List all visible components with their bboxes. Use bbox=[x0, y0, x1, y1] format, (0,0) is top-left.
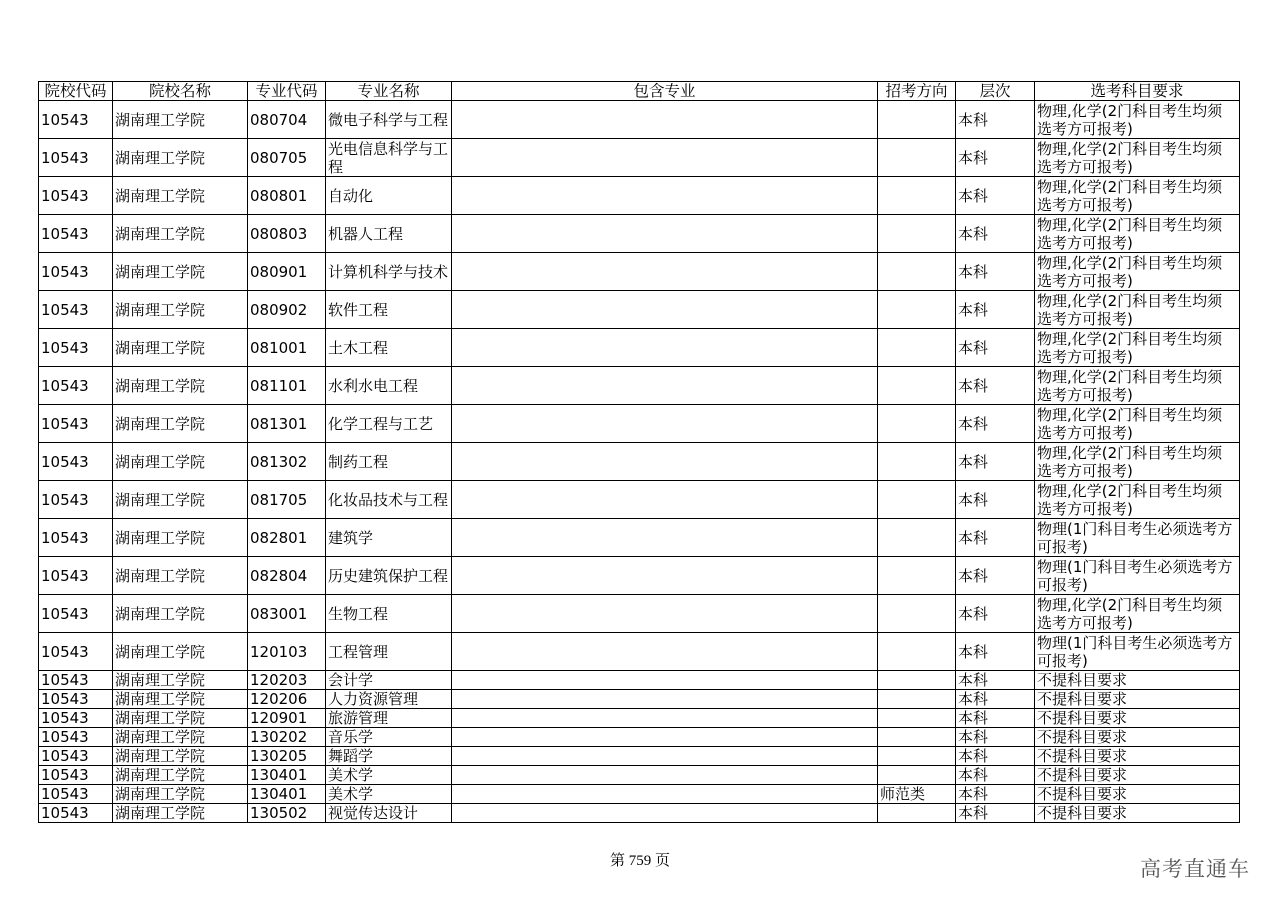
table-row bbox=[39, 481, 1240, 519]
cell-direction bbox=[878, 177, 956, 215]
cell-major-name: 工程管理 bbox=[326, 633, 452, 671]
cell-school-name: 湖南理工学院 bbox=[113, 633, 248, 671]
cell-level: 本科 bbox=[956, 139, 1035, 177]
table-row bbox=[39, 690, 1240, 709]
cell-school-name: 湖南理工学院 bbox=[113, 766, 248, 785]
cell-school-name: 湖南理工学院 bbox=[113, 329, 248, 367]
cell-subject-requirement: 物理(1门科目考生必须选考方可报考) bbox=[1035, 633, 1240, 671]
cell-school-code: 10543 bbox=[39, 766, 113, 785]
table-row bbox=[39, 785, 1240, 804]
cell-major-name: 机器人工程 bbox=[326, 215, 452, 253]
table-row bbox=[39, 443, 1240, 481]
cell-level: 本科 bbox=[956, 633, 1035, 671]
cell-included-majors bbox=[452, 291, 878, 329]
cell-school-name: 湖南理工学院 bbox=[113, 101, 248, 139]
cell-major-code: 080902 bbox=[248, 291, 326, 329]
cell-major-name: 土木工程 bbox=[326, 329, 452, 367]
cell-school-name: 湖南理工学院 bbox=[113, 595, 248, 633]
cell-level: 本科 bbox=[956, 785, 1035, 804]
cell-included-majors bbox=[452, 804, 878, 823]
cell-school-code: 10543 bbox=[39, 443, 113, 481]
cell-school-code: 10543 bbox=[39, 747, 113, 766]
cell-subject-requirement: 物理,化学(2门科目考生均须选考方可报考) bbox=[1035, 443, 1240, 481]
cell-direction bbox=[878, 367, 956, 405]
table-row bbox=[39, 101, 1240, 139]
cell-included-majors bbox=[452, 215, 878, 253]
cell-school-name: 湖南理工学院 bbox=[113, 671, 248, 690]
cell-major-name: 微电子科学与工程 bbox=[326, 101, 452, 139]
cell-subject-requirement: 物理(1门科目考生必须选考方可报考) bbox=[1035, 557, 1240, 595]
cell-school-name: 湖南理工学院 bbox=[113, 139, 248, 177]
cell-major-name: 人力资源管理 bbox=[326, 690, 452, 709]
cell-subject-requirement: 物理,化学(2门科目考生均须选考方可报考) bbox=[1035, 329, 1240, 367]
cell-major-code: 081301 bbox=[248, 405, 326, 443]
cell-level: 本科 bbox=[956, 367, 1035, 405]
table-row bbox=[39, 766, 1240, 785]
table-row bbox=[39, 804, 1240, 823]
cell-level: 本科 bbox=[956, 709, 1035, 728]
cell-level: 本科 bbox=[956, 595, 1035, 633]
cell-school-name: 湖南理工学院 bbox=[113, 709, 248, 728]
cell-level: 本科 bbox=[956, 443, 1035, 481]
cell-school-name: 湖南理工学院 bbox=[113, 405, 248, 443]
cell-school-name: 湖南理工学院 bbox=[113, 367, 248, 405]
cell-major-code: 082801 bbox=[248, 519, 326, 557]
cell-major-code: 080704 bbox=[248, 101, 326, 139]
cell-school-code: 10543 bbox=[39, 728, 113, 747]
cell-school-code: 10543 bbox=[39, 804, 113, 823]
cell-school-name: 湖南理工学院 bbox=[113, 557, 248, 595]
cell-major-name: 会计学 bbox=[326, 671, 452, 690]
cell-subject-requirement: 不提科目要求 bbox=[1035, 747, 1240, 766]
cell-major-code: 120203 bbox=[248, 671, 326, 690]
cell-included-majors bbox=[452, 785, 878, 804]
cell-major-name: 软件工程 bbox=[326, 291, 452, 329]
cell-school-code: 10543 bbox=[39, 595, 113, 633]
cell-subject-requirement: 物理,化学(2门科目考生均须选考方可报考) bbox=[1035, 101, 1240, 139]
header-major-code: 专业代码 bbox=[248, 82, 326, 101]
cell-direction bbox=[878, 690, 956, 709]
cell-major-name: 化学工程与工艺 bbox=[326, 405, 452, 443]
cell-subject-requirement: 不提科目要求 bbox=[1035, 728, 1240, 747]
header-row bbox=[39, 82, 1240, 101]
cell-direction bbox=[878, 595, 956, 633]
cell-included-majors bbox=[452, 253, 878, 291]
cell-school-code: 10543 bbox=[39, 215, 113, 253]
table-row bbox=[39, 367, 1240, 405]
cell-major-name: 自动化 bbox=[326, 177, 452, 215]
cell-school-name: 湖南理工学院 bbox=[113, 215, 248, 253]
cell-major-name: 制药工程 bbox=[326, 443, 452, 481]
cell-major-code: 130202 bbox=[248, 728, 326, 747]
header-school-name: 院校名称 bbox=[113, 82, 248, 101]
cell-school-name: 湖南理工学院 bbox=[113, 253, 248, 291]
table-row bbox=[39, 633, 1240, 671]
table-row bbox=[39, 177, 1240, 215]
cell-level: 本科 bbox=[956, 177, 1035, 215]
cell-school-name: 湖南理工学院 bbox=[113, 804, 248, 823]
cell-included-majors bbox=[452, 690, 878, 709]
cell-school-code: 10543 bbox=[39, 481, 113, 519]
cell-school-name: 湖南理工学院 bbox=[113, 519, 248, 557]
cell-major-name: 水利水电工程 bbox=[326, 367, 452, 405]
cell-included-majors bbox=[452, 595, 878, 633]
cell-subject-requirement: 物理,化学(2门科目考生均须选考方可报考) bbox=[1035, 291, 1240, 329]
cell-subject-requirement: 物理(1门科目考生必须选考方可报考) bbox=[1035, 519, 1240, 557]
cell-school-code: 10543 bbox=[39, 405, 113, 443]
cell-direction bbox=[878, 139, 956, 177]
cell-school-name: 湖南理工学院 bbox=[113, 728, 248, 747]
cell-level: 本科 bbox=[956, 747, 1035, 766]
cell-subject-requirement: 不提科目要求 bbox=[1035, 785, 1240, 804]
table-row bbox=[39, 671, 1240, 690]
cell-direction bbox=[878, 443, 956, 481]
cell-subject-requirement: 不提科目要求 bbox=[1035, 804, 1240, 823]
cell-subject-requirement: 不提科目要求 bbox=[1035, 766, 1240, 785]
table-row bbox=[39, 329, 1240, 367]
table-row bbox=[39, 728, 1240, 747]
cell-subject-requirement: 不提科目要求 bbox=[1035, 690, 1240, 709]
header-included-majors: 包含专业 bbox=[452, 82, 878, 101]
cell-subject-requirement: 物理,化学(2门科目考生均须选考方可报考) bbox=[1035, 405, 1240, 443]
cell-level: 本科 bbox=[956, 253, 1035, 291]
cell-major-code: 081705 bbox=[248, 481, 326, 519]
cell-included-majors bbox=[452, 443, 878, 481]
cell-major-name: 美术学 bbox=[326, 766, 452, 785]
cell-included-majors bbox=[452, 766, 878, 785]
cell-school-code: 10543 bbox=[39, 139, 113, 177]
cell-subject-requirement: 物理,化学(2门科目考生均须选考方可报考) bbox=[1035, 177, 1240, 215]
cell-school-code: 10543 bbox=[39, 519, 113, 557]
cell-major-code: 130205 bbox=[248, 747, 326, 766]
cell-major-name: 舞蹈学 bbox=[326, 747, 452, 766]
table-row bbox=[39, 291, 1240, 329]
cell-included-majors bbox=[452, 633, 878, 671]
table-row bbox=[39, 519, 1240, 557]
cell-level: 本科 bbox=[956, 728, 1035, 747]
table-row bbox=[39, 253, 1240, 291]
table-row bbox=[39, 139, 1240, 177]
cell-direction bbox=[878, 747, 956, 766]
cell-direction bbox=[878, 329, 956, 367]
cell-school-code: 10543 bbox=[39, 291, 113, 329]
cell-included-majors bbox=[452, 139, 878, 177]
cell-direction bbox=[878, 804, 956, 823]
cell-subject-requirement: 物理,化学(2门科目考生均须选考方可报考) bbox=[1035, 215, 1240, 253]
cell-level: 本科 bbox=[956, 766, 1035, 785]
header-school-code: 院校代码 bbox=[39, 82, 113, 101]
cell-major-code: 080901 bbox=[248, 253, 326, 291]
cell-direction bbox=[878, 101, 956, 139]
cell-school-code: 10543 bbox=[39, 329, 113, 367]
cell-included-majors bbox=[452, 367, 878, 405]
cell-level: 本科 bbox=[956, 291, 1035, 329]
cell-included-majors bbox=[452, 728, 878, 747]
cell-subject-requirement: 物理,化学(2门科目考生均须选考方可报考) bbox=[1035, 253, 1240, 291]
cell-subject-requirement: 物理,化学(2门科目考生均须选考方可报考) bbox=[1035, 481, 1240, 519]
cell-major-name: 音乐学 bbox=[326, 728, 452, 747]
cell-major-name: 历史建筑保护工程 bbox=[326, 557, 452, 595]
header-direction: 招考方向 bbox=[878, 82, 956, 101]
cell-level: 本科 bbox=[956, 671, 1035, 690]
cell-school-code: 10543 bbox=[39, 557, 113, 595]
cell-major-name: 生物工程 bbox=[326, 595, 452, 633]
cell-school-name: 湖南理工学院 bbox=[113, 177, 248, 215]
cell-included-majors bbox=[452, 329, 878, 367]
cell-school-code: 10543 bbox=[39, 690, 113, 709]
cell-subject-requirement: 不提科目要求 bbox=[1035, 671, 1240, 690]
cell-school-name: 湖南理工学院 bbox=[113, 747, 248, 766]
cell-direction bbox=[878, 671, 956, 690]
cell-school-name: 湖南理工学院 bbox=[113, 291, 248, 329]
cell-major-code: 081302 bbox=[248, 443, 326, 481]
cell-major-code: 080803 bbox=[248, 215, 326, 253]
cell-major-code: 130502 bbox=[248, 804, 326, 823]
cell-major-name: 计算机科学与技术 bbox=[326, 253, 452, 291]
cell-level: 本科 bbox=[956, 804, 1035, 823]
cell-included-majors bbox=[452, 177, 878, 215]
cell-major-code: 081001 bbox=[248, 329, 326, 367]
cell-school-code: 10543 bbox=[39, 633, 113, 671]
cell-major-name: 视觉传达设计 bbox=[326, 804, 452, 823]
cell-school-name: 湖南理工学院 bbox=[113, 690, 248, 709]
cell-included-majors bbox=[452, 747, 878, 766]
cell-major-name: 美术学 bbox=[326, 785, 452, 804]
cell-included-majors bbox=[452, 709, 878, 728]
cell-direction bbox=[878, 481, 956, 519]
cell-school-code: 10543 bbox=[39, 177, 113, 215]
cell-included-majors bbox=[452, 671, 878, 690]
cell-direction bbox=[878, 557, 956, 595]
cell-school-code: 10543 bbox=[39, 253, 113, 291]
cell-level: 本科 bbox=[956, 557, 1035, 595]
cell-subject-requirement: 物理,化学(2门科目考生均须选考方可报考) bbox=[1035, 139, 1240, 177]
cell-major-code: 082804 bbox=[248, 557, 326, 595]
cell-major-code: 080705 bbox=[248, 139, 326, 177]
cell-included-majors bbox=[452, 101, 878, 139]
cell-school-code: 10543 bbox=[39, 785, 113, 804]
cell-direction bbox=[878, 709, 956, 728]
cell-school-name: 湖南理工学院 bbox=[113, 785, 248, 804]
cell-school-name: 湖南理工学院 bbox=[113, 443, 248, 481]
cell-subject-requirement: 不提科目要求 bbox=[1035, 709, 1240, 728]
cell-major-code: 120103 bbox=[248, 633, 326, 671]
header-subject-requirement: 选考科目要求 bbox=[1035, 82, 1240, 101]
table-body bbox=[39, 101, 1240, 823]
cell-direction bbox=[878, 215, 956, 253]
admission-table bbox=[38, 81, 1240, 823]
cell-direction bbox=[878, 728, 956, 747]
cell-level: 本科 bbox=[956, 481, 1035, 519]
table-row bbox=[39, 595, 1240, 633]
cell-level: 本科 bbox=[956, 405, 1035, 443]
header-level: 层次 bbox=[956, 82, 1035, 101]
table-row bbox=[39, 747, 1240, 766]
cell-level: 本科 bbox=[956, 101, 1035, 139]
cell-major-code: 120206 bbox=[248, 690, 326, 709]
cell-subject-requirement: 物理,化学(2门科目考生均须选考方可报考) bbox=[1035, 367, 1240, 405]
cell-direction bbox=[878, 766, 956, 785]
cell-major-name: 光电信息科学与工程 bbox=[326, 139, 452, 177]
cell-school-code: 10543 bbox=[39, 101, 113, 139]
cell-direction bbox=[878, 519, 956, 557]
cell-major-code: 120901 bbox=[248, 709, 326, 728]
cell-major-code: 130401 bbox=[248, 766, 326, 785]
cell-major-code: 083001 bbox=[248, 595, 326, 633]
cell-included-majors bbox=[452, 405, 878, 443]
cell-included-majors bbox=[452, 557, 878, 595]
table-row bbox=[39, 557, 1240, 595]
cell-major-code: 080801 bbox=[248, 177, 326, 215]
table-row bbox=[39, 405, 1240, 443]
cell-major-code: 081101 bbox=[248, 367, 326, 405]
cell-major-code: 130401 bbox=[248, 785, 326, 804]
cell-school-code: 10543 bbox=[39, 367, 113, 405]
cell-major-name: 建筑学 bbox=[326, 519, 452, 557]
watermark-text: 高考直通车 bbox=[1140, 857, 1250, 881]
cell-direction bbox=[878, 633, 956, 671]
cell-included-majors bbox=[452, 519, 878, 557]
cell-major-name: 旅游管理 bbox=[326, 709, 452, 728]
cell-school-name: 湖南理工学院 bbox=[113, 481, 248, 519]
cell-level: 本科 bbox=[956, 690, 1035, 709]
cell-school-code: 10543 bbox=[39, 709, 113, 728]
cell-direction: 师范类 bbox=[878, 785, 956, 804]
cell-level: 本科 bbox=[956, 329, 1035, 367]
cell-included-majors bbox=[452, 481, 878, 519]
cell-subject-requirement: 物理,化学(2门科目考生均须选考方可报考) bbox=[1035, 595, 1240, 633]
header-major-name: 专业名称 bbox=[326, 82, 452, 101]
page-number: 第 759 页 bbox=[609, 853, 670, 869]
cell-direction bbox=[878, 291, 956, 329]
table-row bbox=[39, 709, 1240, 728]
cell-direction bbox=[878, 405, 956, 443]
cell-school-code: 10543 bbox=[39, 671, 113, 690]
cell-level: 本科 bbox=[956, 519, 1035, 557]
cell-direction bbox=[878, 253, 956, 291]
cell-level: 本科 bbox=[956, 215, 1035, 253]
table-row bbox=[39, 215, 1240, 253]
cell-major-name: 化妆品技术与工程 bbox=[326, 481, 452, 519]
